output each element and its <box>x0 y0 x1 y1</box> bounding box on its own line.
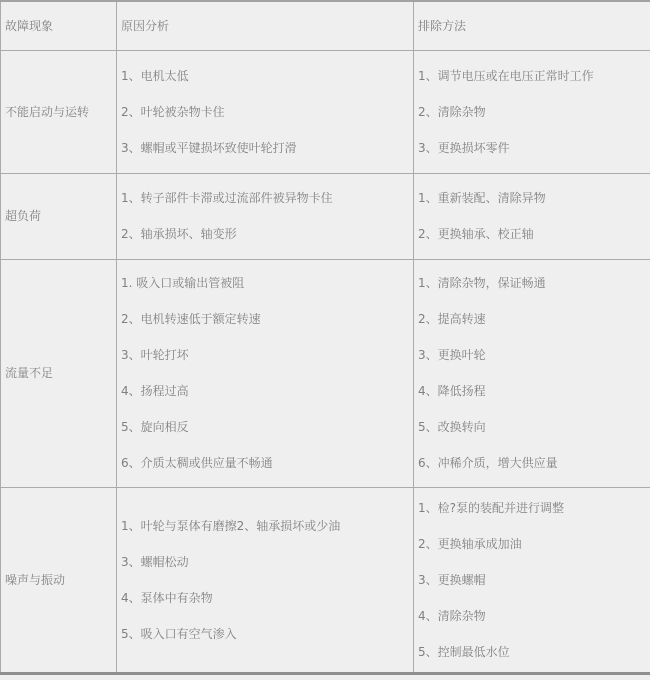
header-row <box>1 1 650 51</box>
cause-item: 1、电机太低 <box>121 68 189 83</box>
cause-item: 6、介质太稠或供应量不畅通 <box>121 456 273 470</box>
phenomenon-cell <box>1 488 117 674</box>
phenomenon-cell <box>1 260 117 488</box>
cause-item: 4、泵体中有杂物 <box>121 590 213 605</box>
cause-item: 3、螺帽或平键损坏致使叶轮打滑 <box>121 140 297 155</box>
solution-item: 1、检?泵的装配并进行调整 <box>418 500 565 515</box>
cause-item: 2、轴承损坏、轴变形 <box>121 227 237 241</box>
solution-item: 1、调节电压或在电压正常时工作 <box>418 68 594 83</box>
solution-item: 1、重新装配、清除异物 <box>418 191 546 205</box>
cause-item: 1. 吸入口或输出管被阻 <box>121 276 245 290</box>
phenomenon-label: 流量不足 <box>5 366 54 380</box>
solution-item: 6、冲稀介质，增大供应量 <box>418 456 558 470</box>
phenomenon-label: 噪声与振动 <box>5 572 66 587</box>
cause-item: 1、转子部件卡滞或过流部件被异物卡住 <box>121 191 333 205</box>
cause-item: 2、叶轮被杂物卡住 <box>121 104 225 119</box>
solution-item: 3、更换损坏零件 <box>418 140 510 155</box>
cause-item: 5、旋向相反 <box>121 420 189 434</box>
solution-item: 5、改换转向 <box>418 420 486 434</box>
solution-item: 2、更换轴承成加油 <box>418 536 522 551</box>
solution-item: 5、控制最低水位 <box>418 644 510 659</box>
solution-item: 4、降低扬程 <box>418 384 486 398</box>
cause-cell <box>117 51 414 174</box>
solution-cell <box>414 488 650 674</box>
cause-cell <box>117 488 414 674</box>
cause-item: 4、扬程过高 <box>121 384 189 398</box>
header-label: 排除方法 <box>418 18 467 33</box>
phenomenon-label: 不能启动与运转 <box>5 104 90 119</box>
phenomenon-cell <box>1 51 117 174</box>
solution-item: 2、更换轴承、校正轴 <box>418 227 534 241</box>
cause-item: 2、电机转速低于额定转速 <box>121 312 261 326</box>
table-row <box>1 51 650 174</box>
table-row <box>1 260 650 488</box>
solution-cell <box>414 260 650 488</box>
cause-item: 3、螺帽松动 <box>121 554 189 569</box>
cause-cell <box>117 260 414 488</box>
solution-cell <box>414 51 650 174</box>
header-label: 原因分析 <box>121 18 170 33</box>
column-header-cause <box>117 1 414 51</box>
solution-item: 3、更换叶轮 <box>418 348 486 362</box>
phenomenon-cell <box>1 174 117 260</box>
solution-item: 1、清除杂物，保证畅通 <box>418 276 546 290</box>
solution-item: 2、提高转速 <box>418 312 486 326</box>
header-label: 故障现象 <box>5 18 54 33</box>
solution-item: 2、清除杂物 <box>418 104 486 119</box>
table-row <box>1 488 650 674</box>
phenomenon-label: 超负荷 <box>5 209 42 223</box>
cause-item: 3、叶轮打坏 <box>121 348 189 362</box>
solution-cell <box>414 174 650 260</box>
cause-cell <box>117 174 414 260</box>
column-header-phenomenon <box>1 1 117 51</box>
cause-item: 1、叶轮与泵体有磨擦2、轴承损坏或少油 <box>121 518 341 533</box>
solution-item: 3、更换螺帽 <box>418 572 486 587</box>
column-header-solution <box>414 1 650 51</box>
cause-item: 5、吸入口有空气渗入 <box>121 626 237 641</box>
table-row <box>1 174 650 260</box>
solution-item: 4、清除杂物 <box>418 608 486 623</box>
